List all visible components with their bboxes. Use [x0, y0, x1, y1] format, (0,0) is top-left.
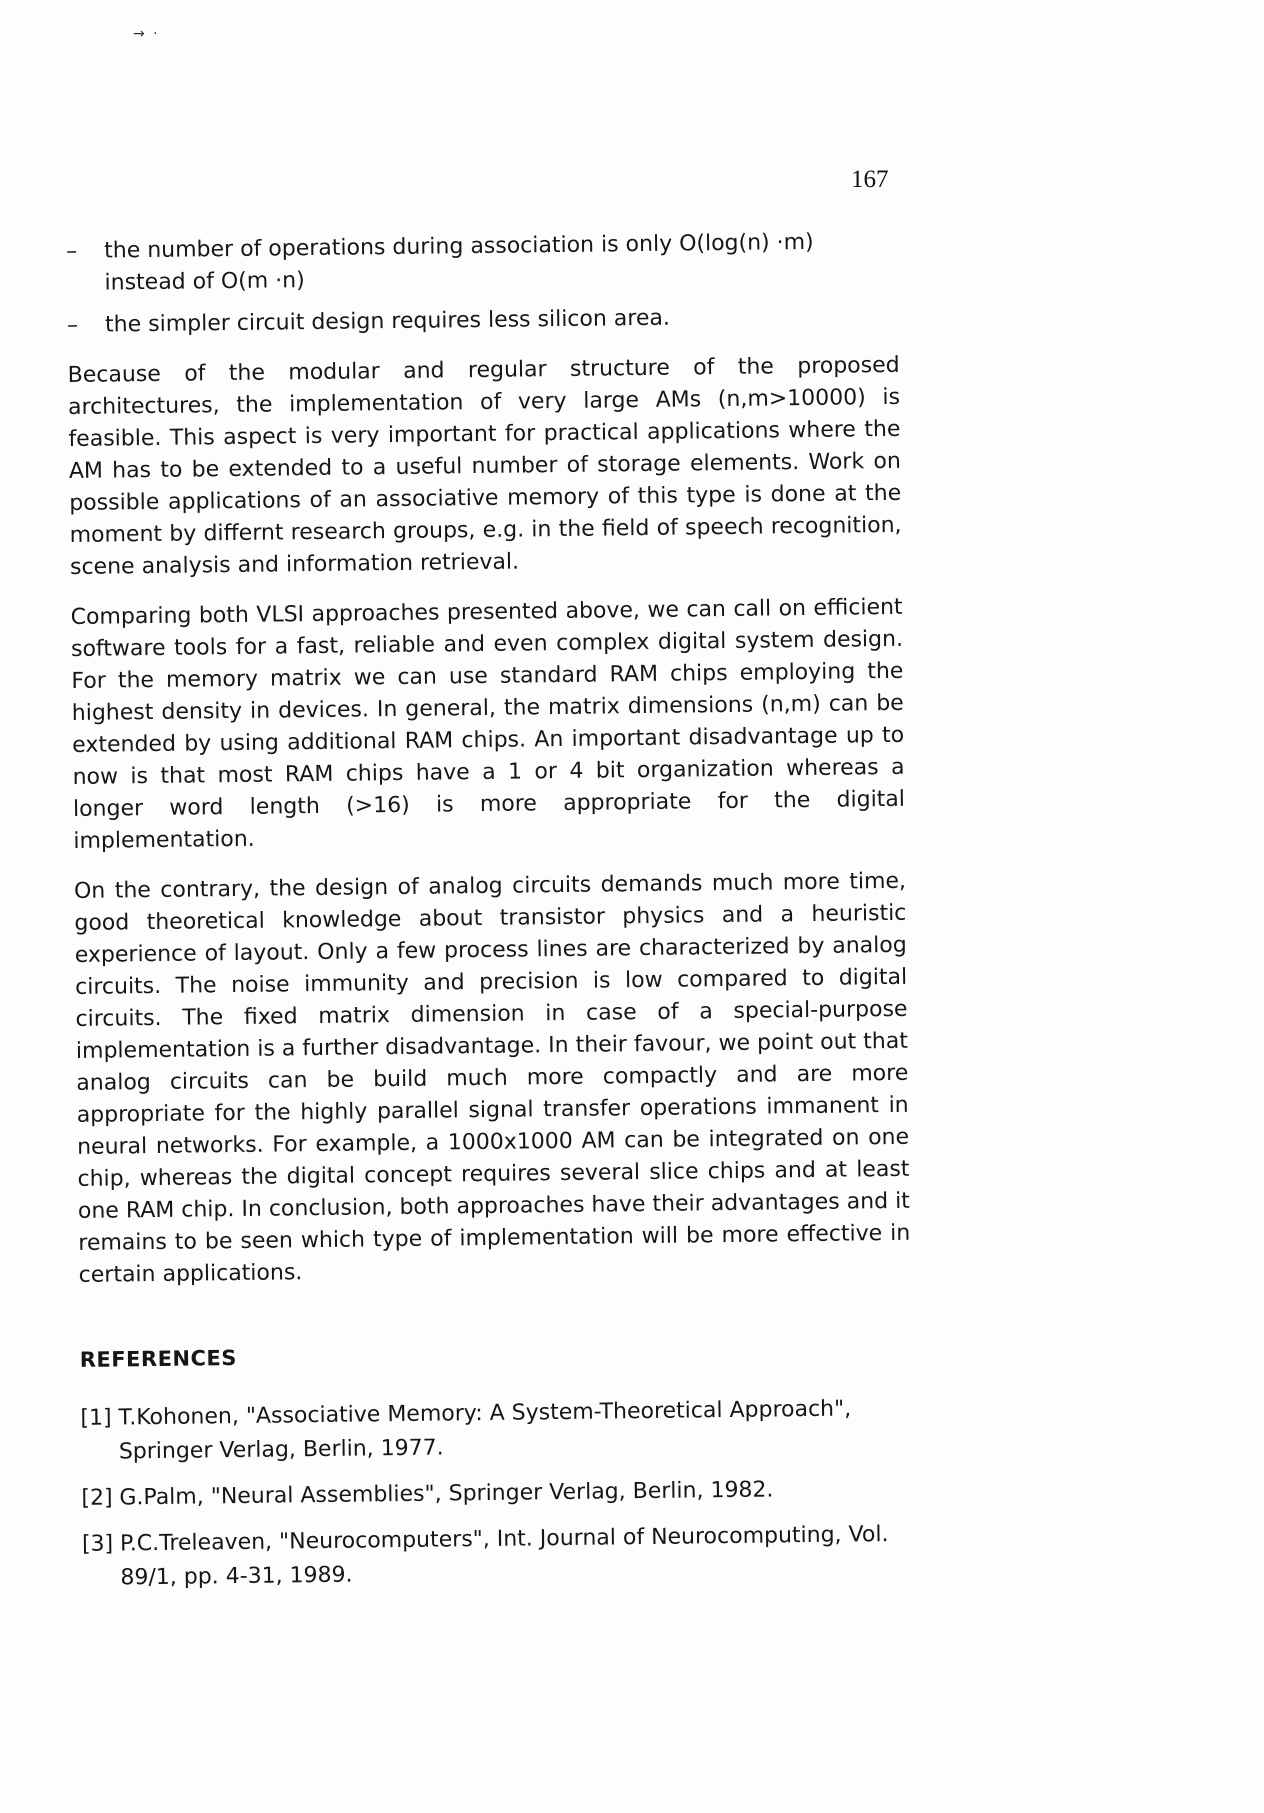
paragraph: On the contrary, the design of analog circuits demands much more time, good theoretical knowledge about transistor physics and a heuristic experience of layout. Only a few process lines are characterized by analog circuits. The noise immunity and precision is low compared to digital circuits. The fixed matrix dimension in case of a special-purpose implementation is a further disadvantage. In their favour, we point out that analog circuits can be build much more compactly and are more appropriate for the highly parallel signal transfer operations immanent in neural networks. For example, a 1000x1000 AM can be integrated on one chip, whereas the digital concept requires several slice chips and at least one RAM chip. In conclusion, both approaches have their advantages and it remains to be seen which type of implementation will be more effective in certain applications.	[73, 868, 911, 1288]
reference-text: T.Kohonen, "Associative Memory: A System-Theoretical Approach", Springer Verlag, Berlin, 1977.	[118, 1396, 852, 1465]
reference-number: [2]	[81, 1485, 113, 1511]
bullet-dash: –	[66, 312, 79, 338]
bullet-text: the simpler circuit design requires less silicon area.	[104, 305, 671, 338]
bullet-item	[67, 300, 899, 342]
paragraph: Because of the modular and regular structure of the proposed architectures, the implementation of very large AMs (n,m>10000) is feasible. This aspect is very important for practical applications where the AM has to be extended to a useful number of storage elements. Work on possible applications of an associative memory of this type is done at the moment by differnt research groups, e.g. in the field of speech recognition, scene analysis and information retrieval.	[67, 352, 902, 580]
reference-item	[80, 1392, 913, 1470]
reference-number: [3]	[81, 1531, 114, 1557]
bullet-text: the number of operations during association is only O(log(n) ·m) instead of O(m ·n)	[104, 229, 814, 296]
page-number: 167	[851, 166, 889, 193]
bullet-item	[66, 226, 899, 300]
scan-mark: → ·	[133, 26, 160, 42]
reference-item	[81, 1472, 913, 1516]
reference-text: P.C.Treleaven, "Neurocomputers", Int. Journal of Neurocomputing, Vol. 89/1, pp. 4-31, 1989.	[119, 1522, 889, 1591]
page-body	[66, 226, 915, 1608]
references-heading: REFERENCES	[79, 1345, 238, 1372]
reference-text: G.Palm, "Neural Assemblies", Springer Verlag, Berlin, 1982.	[119, 1477, 774, 1511]
paragraph: Comparing both VLSI approaches presented above, we can call on efficient software tools for a fast, reliable and even complex digital system design. For the memory matrix we can use standard RAM chips employing the highest density in devices. In general, the matrix dimensions (n,m) can be extended by using additional RAM chips. An important disadvantage up to now is that most RAM chips have a 1 or 4 bit organization whereas a longer word length (>16) is more appropriate for the digital implementation.	[70, 594, 906, 854]
bullet-dash: –	[66, 238, 78, 264]
reference-item	[82, 1518, 915, 1596]
reference-number: [1]	[80, 1405, 112, 1431]
